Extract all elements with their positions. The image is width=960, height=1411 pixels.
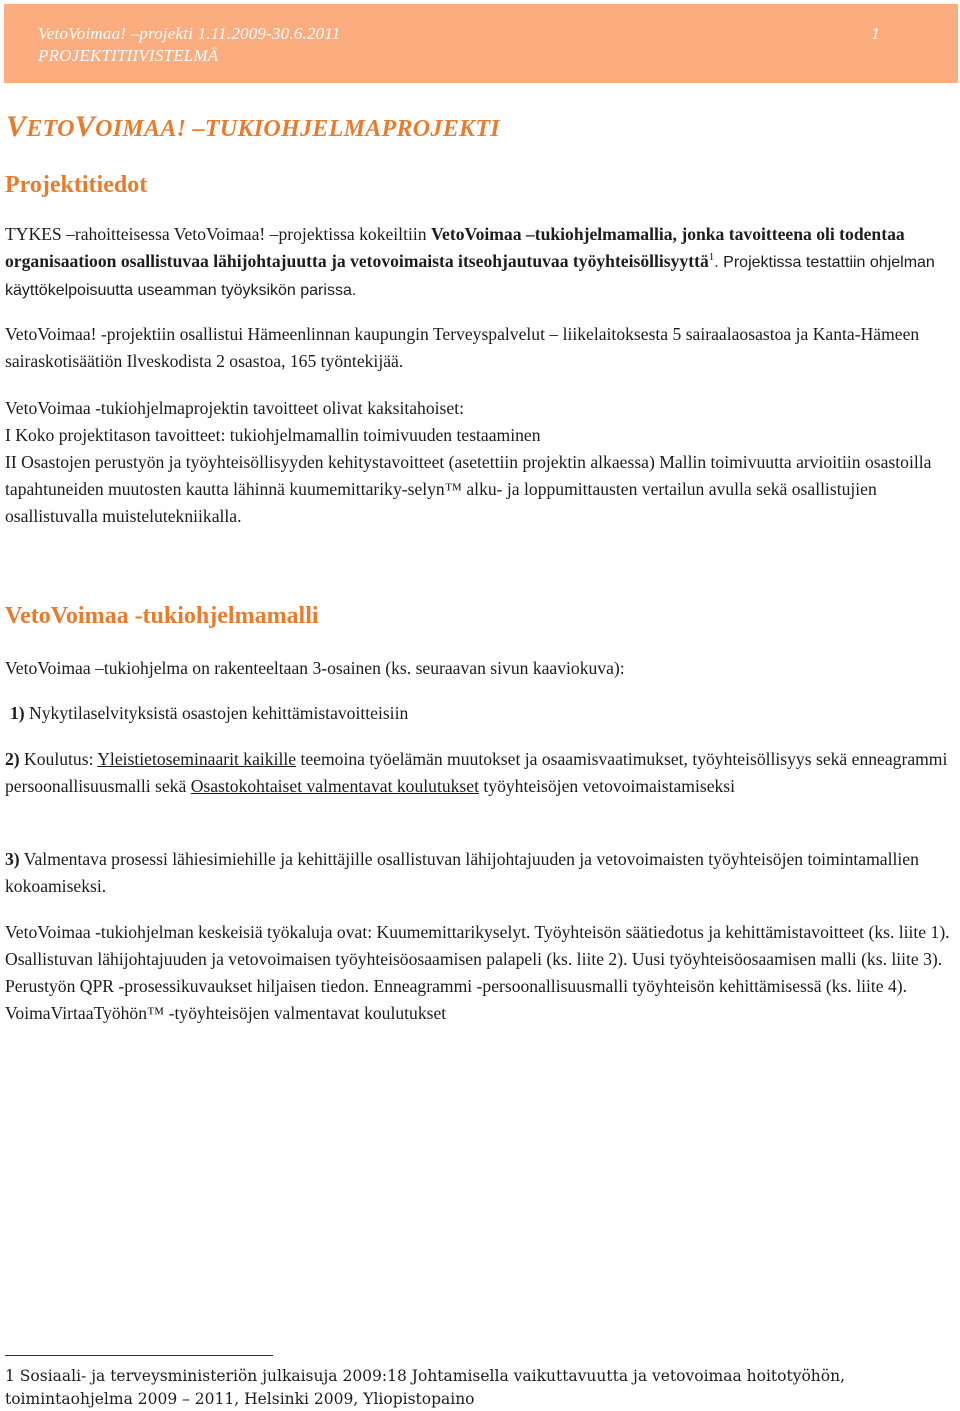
page-number: 1	[871, 24, 880, 43]
list-item-3: 3) Valmentava prosessi lähiesimiehille ja kehittäjille osallistuvan lähijohtajuuden ja vetovoimaisten työyhteisöjen toimintamallien kokoamiseksi.	[5, 849, 919, 896]
section-heading-projektitiedot: Projektitiedot	[5, 172, 148, 198]
list-item-2: 2) Koulutus: Yleistietoseminaarit kaikille teemoina työelämän muutokset ja osaamisvaatimukset, työyhteisöllisyys sekä enneagrammi persoonallisuusmalli sekä Osastokohtaiset valmentavat koulutukset työyhteisöjen vetovoimaistamiseksi	[5, 749, 948, 796]
paragraph-structure-intro: VetoVoimaa –tukiohjelma on rakenteeltaan 3-osainen (ks. seuraavan sivun kaaviokuva):	[5, 658, 625, 678]
list-item-1: 1) Nykytilaselvityksistä osastojen kehittämistavoitteisiin	[10, 703, 409, 723]
header-doc-type: PROJEKTITIIVISTELMÄ	[38, 46, 219, 65]
link-osastokohtaiset-koulutukset: Osastokohtaiset valmentavat koulutukset	[190, 776, 479, 796]
document-title: VETOVOIMAA! –TUKIOHJELMAPROJEKTI	[6, 110, 500, 143]
running-header	[4, 4, 958, 83]
paragraph-participants: VetoVoimaa! -projektiin osallistui Hämeenlinnan kaupungin Terveyspalvelut – liikelaitoksesta 5 sairaalaosastoa ja Kanta-Hämeen sairaskotisäätiön Ilveskodista 2 osastoa, 165 työntekijää.	[5, 324, 920, 371]
section-heading-tukiohjelmamalli: VetoVoimaa -tukiohjelmamalli	[5, 603, 319, 629]
footnote: 1 Sosiaali- ja terveysministeriön julkaisuja 2009:18 Johtamisella vaikuttavuutta ja vetovoimaa hoitotyöhön, toimintaohjelma 2009 – 2011, Helsinki 2009, Yliopistopaino	[5, 1367, 846, 1408]
footnote-separator	[5, 1355, 273, 1356]
paragraph-tools: VetoVoimaa -tukiohjelman keskeisiä työkaluja ovat: Kuumemittarikyselyt. Työyhteisön säätiedotus ja kehittämistavoitteet (ks. liite 1). Osallistuvan lähijohtajuuden ja vetovoimaisen työyhteisöosaamisen palapeli (ks. liite 2). Uusi työyhteisöosaamisen malli (ks. liite 3). Perustyön QPR -prosessikuvaukset hiljaisen tiedon. Enneagrammi -persoonallisuusmalli työyhteisön kehittämisessä (ks. liite 4). VoimaVirtaaTyöhön™ -työyhteisöjen valmentavat koulutukset	[5, 922, 950, 1023]
link-yleistietoseminaarit: Yleistietoseminaarit kaikille	[97, 749, 297, 769]
paragraph-goals: VetoVoimaa -tukiohjelmaprojektin tavoitteet olivat kaksitahoiset: I Koko projektitason tavoitteet: tukiohjelmamallin toimivuuden testaaminen II Osastojen perustyön ja työyhteisöllisyyden kehitystavoitteet (asetettiin projektin alkaessa) Mallin toimivuutta arvioitiin osastoilla tapahtuneiden muutosten kautta lähinnä kuumemittariky-selyn™ alku- ja loppumittausten vertailun avulla sekä osallistujien osallistuvalla muistelutekniikalla.	[5, 398, 932, 526]
paragraph-project-intro: TYKES –rahoitteisessa VetoVoimaa! –projektissa kokeiltiin VetoVoimaa –tukiohjelmamallia, jonka tavoitteena oli todentaa organisaatioon osallistuvaa lähijohtajuutta ja vetovoimaista itseohjautuvaa työyhteisöllisyyttä$^1$. Projektissa testattiin ohjelman käyttökelpoisuutta useamman työyksikön parissa.	[5, 224, 935, 299]
header-project-dates: VetoVoimaa! –projekti 1.11.2009-30.6.2011	[38, 24, 341, 43]
